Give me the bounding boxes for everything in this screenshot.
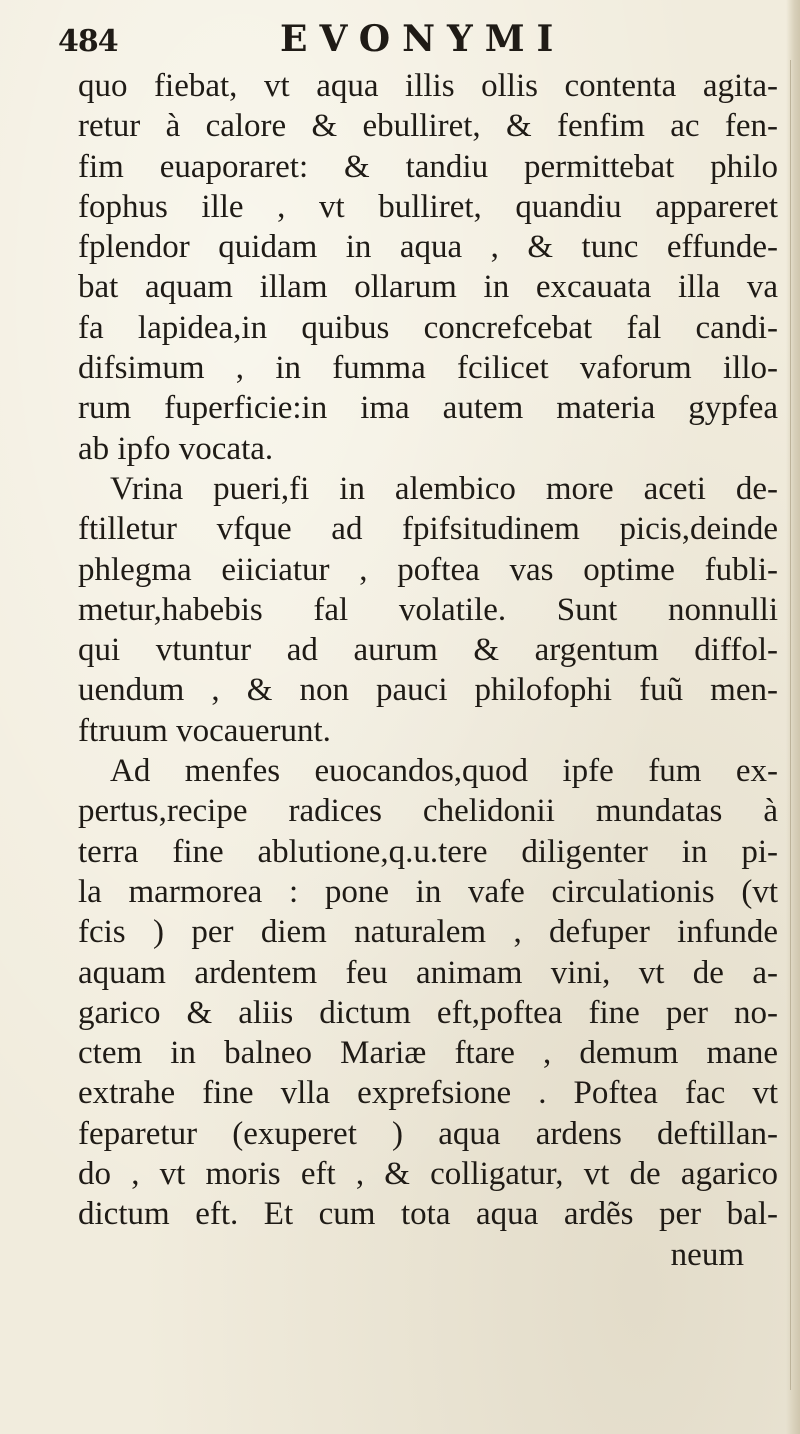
page-edge-shadow [786, 0, 800, 1434]
text-line: phlegma eiiciatur , poftea vas optime fubli- [78, 551, 778, 588]
text-line: la marmorea : pone in vafe circulationis (vt [78, 873, 778, 910]
paragraph-start-line: Vrina pueri,fi in alembico more aceti de- [110, 470, 778, 507]
text-line: fophus ille , vt bulliret, quandiu appareret [78, 188, 778, 225]
catchword-line: neum [670, 1236, 744, 1273]
body-text [78, 66, 778, 1275]
page-number: 484 [58, 24, 118, 59]
text-line: fcis ) per diem naturalem , defuper infunde [78, 914, 778, 951]
paragraph-end-line: ftruum vocauerunt. [78, 712, 331, 749]
text-line: uendum , & non pauci philofophi fuũ men- [78, 672, 778, 709]
text-line: difsimum , in fumma fcilicet vaforum illo- [78, 350, 778, 387]
page-header [58, 18, 758, 62]
text-line: terra fine ablutione,q.u.tere diligenter in pi- [78, 833, 778, 870]
paragraph-start-line: Ad menfes euocandos,quod ipfe fum ex- [110, 753, 778, 790]
page-edge-rule [790, 60, 791, 1390]
running-head: EVONYMI [280, 18, 566, 60]
text-line: aquam ardentem feu animam vini, vt de a- [78, 954, 778, 991]
text-line: qui vtuntur ad aurum & argentum diffol- [78, 632, 778, 669]
text-line: metur,habebis fal volatile. Sunt nonnulli [78, 591, 778, 628]
text-line: quo fiebat, vt aqua illis ollis contenta agita- [78, 68, 778, 104]
text-line: do , vt moris eft , & colligatur, vt de agarico [78, 1156, 778, 1193]
text-line: ctem in balneo Mariæ ftare , demum mane [78, 1035, 778, 1072]
text-line: fplendor quidam in aqua , & tunc effunde- [78, 229, 778, 266]
text-line: fa lapidea,in quibus concrefcebat fal candi- [78, 309, 778, 346]
text-line: garico & aliis dictum eft,poftea fine per no- [78, 994, 778, 1031]
text-line: extrahe fine vlla exprefsione . Poftea fac vt [78, 1075, 778, 1112]
paragraph-end-line: ab ipfo vocata. [78, 430, 274, 467]
text-line: fim euaporaret: & tandiu permittebat philo [78, 148, 778, 185]
text-line: ftilletur vfque ad fpifsitudinem picis,deinde [78, 511, 778, 548]
text-line: pertus,recipe radices chelidonii mundatas à [78, 793, 778, 830]
text-line: dictum eft. Et cum tota aqua ardẽs per bal- [78, 1196, 778, 1233]
text-line: bat aquam illam ollarum in excauata illa va [78, 269, 778, 306]
text-line: retur à calore & ebulliret, & fenfim ac fen- [78, 108, 778, 145]
text-line: feparetur (exuperet ) aqua ardens deftillan- [78, 1115, 778, 1152]
text-line: rum fuperficie:in ima autem materia gypfea [78, 390, 778, 427]
